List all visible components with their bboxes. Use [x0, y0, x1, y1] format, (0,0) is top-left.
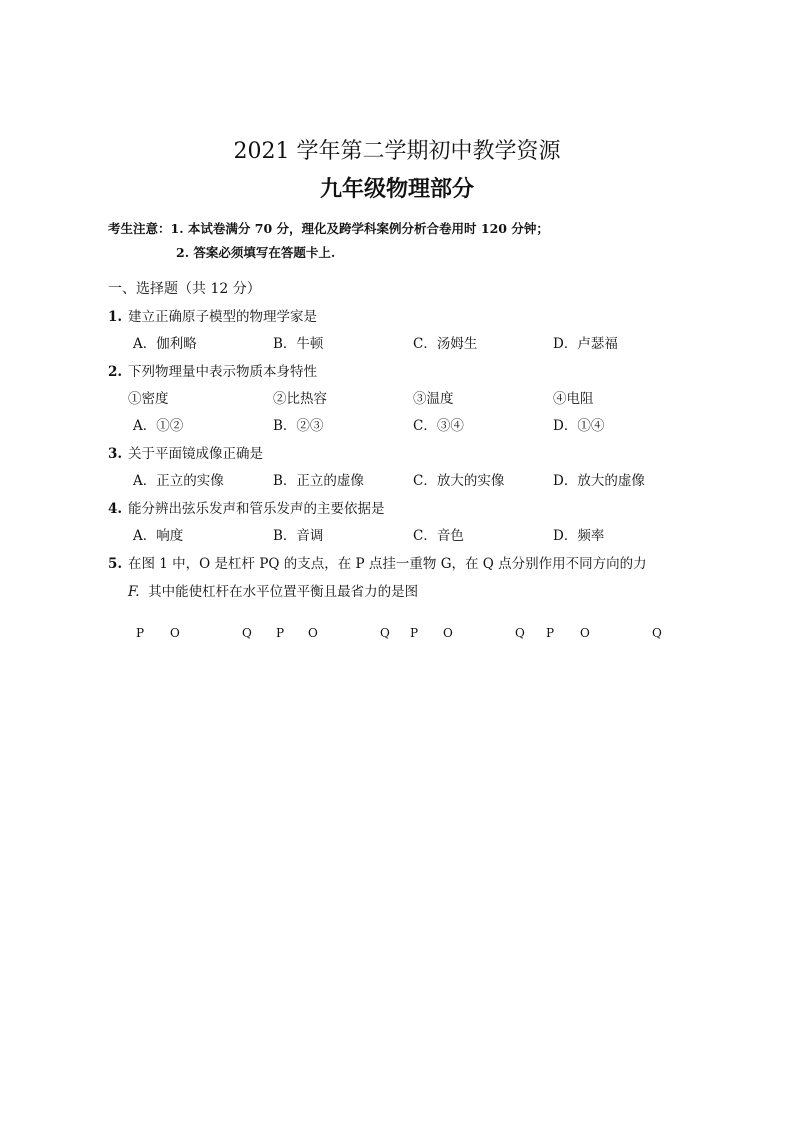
point-label-q: Q — [242, 626, 252, 640]
question-5 — [108, 552, 647, 572]
point-label-q: Q — [380, 626, 390, 640]
option-c[interactable]: C．汤姆生 — [413, 336, 478, 352]
question-text: 建立正确原子模型的物理学家是 — [128, 309, 317, 325]
point-label-p: P — [276, 626, 285, 640]
question-text: 关于平面镜成像正确是 — [128, 446, 263, 462]
question-5-line-2 — [128, 580, 418, 600]
option-b[interactable]: B．正立的虚像 — [273, 473, 364, 489]
question-2 — [108, 360, 317, 380]
question-number: 1. — [108, 309, 123, 325]
question-number: 5. — [108, 556, 123, 572]
item-4: ④电阻 — [553, 391, 594, 407]
option-b[interactable]: B．音调 — [273, 528, 324, 544]
option-c[interactable]: C．③④ — [413, 418, 464, 434]
question-4 — [108, 497, 385, 517]
option-d[interactable]: D．卢瑟福 — [553, 336, 618, 352]
option-d[interactable]: D．①④ — [553, 418, 605, 434]
item-2: ②比热容 — [273, 391, 327, 407]
question-text: 下列物理量中表示物质本身特性 — [128, 364, 317, 380]
point-label-o: O — [580, 626, 590, 640]
option-a[interactable]: A．①② — [133, 418, 184, 434]
option-b[interactable]: B．牛顿 — [273, 336, 324, 352]
notice-block — [108, 219, 549, 237]
page-subtitle: 九年级物理部分 — [319, 176, 474, 202]
option-d[interactable]: D．频率 — [553, 528, 605, 544]
option-a[interactable]: A．正立的实像 — [133, 473, 224, 489]
page-title: 2021 学年第二学期初中教学资源 — [233, 139, 561, 164]
question-number: 4. — [108, 501, 123, 517]
notice-item-2: 2. 答案必须填写在答题卡上. — [176, 245, 336, 260]
point-label-o: O — [308, 626, 318, 640]
option-a[interactable]: A．响度 — [133, 528, 184, 544]
section-title: 一、选择题（共 12 分） — [108, 281, 261, 297]
question-text-2: 其中能使杠杆在水平位置平衡且最省力的是图 — [148, 584, 419, 600]
option-c[interactable]: C．音色 — [413, 528, 464, 544]
point-label-o: O — [443, 626, 453, 640]
option-a[interactable]: A．伽利略 — [133, 336, 197, 352]
option-b[interactable]: B．②③ — [273, 418, 324, 434]
point-label-p: P — [136, 626, 145, 640]
notice-item-1: 1. 本试卷满分 70 分，理化及跨学科案例分析合卷用时 120 分钟； — [170, 221, 549, 236]
item-1: ①密度 — [128, 391, 169, 407]
force-symbol: F. — [128, 584, 140, 600]
point-label-p: P — [410, 626, 419, 640]
question-number: 3. — [108, 446, 123, 462]
point-label-q: Q — [515, 626, 525, 640]
point-label-q: Q — [652, 626, 662, 640]
question-text: 在图 1 中，O 是杠杆 PQ 的支点，在 P 点挂一重物 G，在 Q 点分别作用不同方向的力 — [128, 556, 647, 572]
point-label-o: O — [170, 626, 180, 640]
option-c[interactable]: C．放大的实像 — [413, 473, 505, 489]
item-3: ③温度 — [413, 391, 454, 407]
notice-label: 考生注意： — [108, 221, 171, 236]
question-number: 2. — [108, 364, 123, 380]
point-label-p: P — [546, 626, 555, 640]
question-3 — [108, 442, 263, 462]
option-d[interactable]: D．放大的虚像 — [553, 473, 645, 489]
question-1 — [108, 305, 317, 325]
question-text: 能分辨出弦乐发声和管乐发声的主要依据是 — [128, 501, 385, 517]
